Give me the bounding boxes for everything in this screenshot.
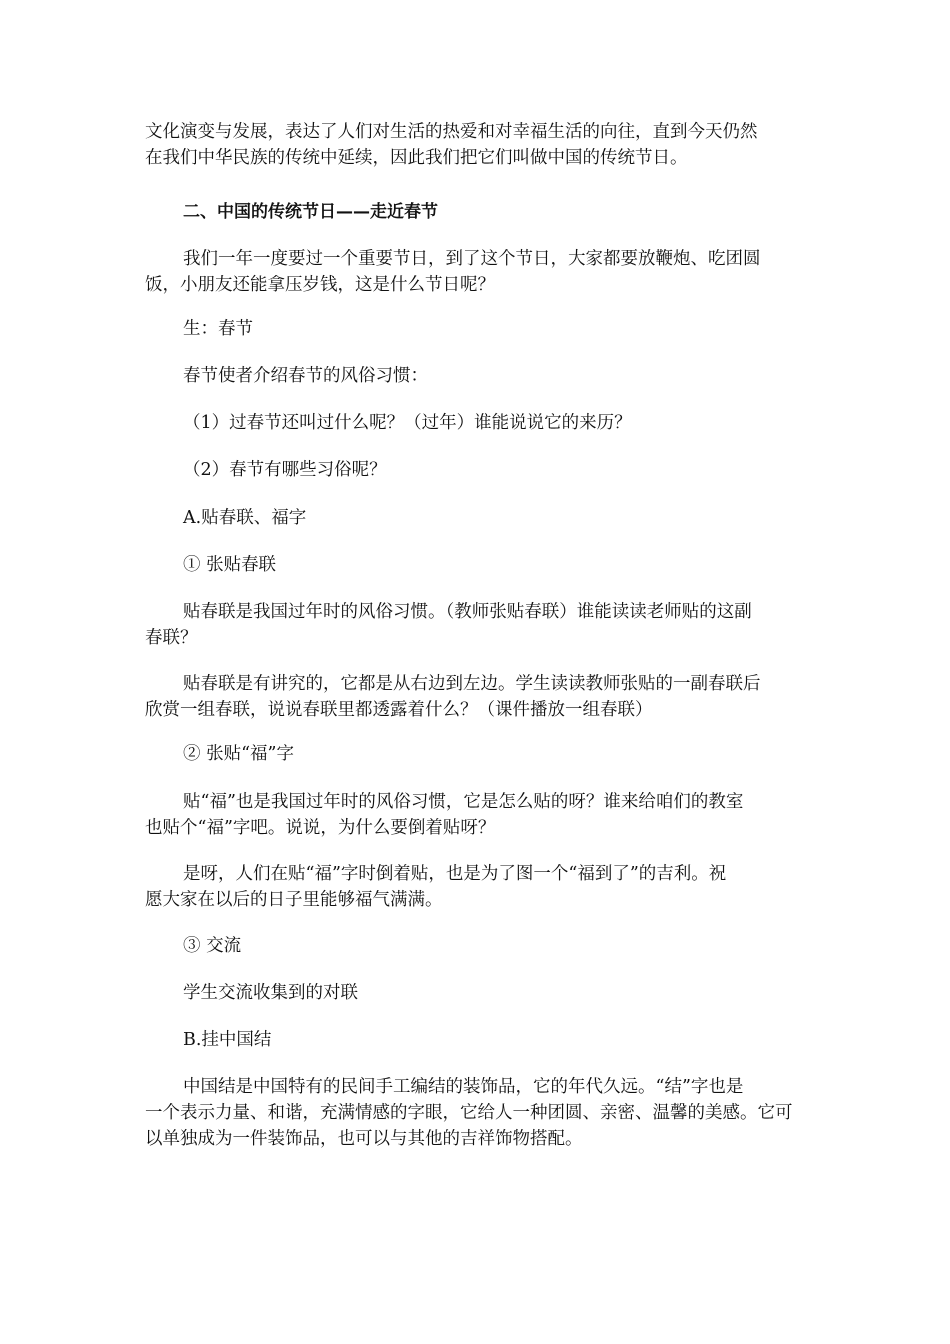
paragraph-couplets-2 [145, 671, 810, 723]
paragraph-question-1 [183, 410, 810, 436]
paragraph-continuation [145, 119, 810, 171]
paragraph-student-answer [183, 316, 810, 342]
text-line: ① 张贴春联 [183, 555, 277, 575]
text-line: 在我们中华民族的传统中延续，因此我们把它们叫做中国的传统节日。 [145, 148, 688, 168]
paragraph-question-2 [183, 457, 810, 483]
text-line: A.贴春联、福字 [183, 508, 307, 528]
text-line: 贴春联是有讲究的，它都是从右边到左边。学生读读教师张贴的一副春联后 [183, 674, 761, 694]
text-line: 以单独成为一件装饰品，也可以与其他的吉祥饰物搭配。 [145, 1129, 583, 1149]
text-line: 饭，小朋友还能拿压岁钱，这是什么节日呢？ [145, 275, 495, 295]
text-line: （2）春节有哪些习俗呢？ [183, 460, 387, 480]
text-line: 春节使者介绍春节的风俗习惯： [183, 366, 428, 386]
text-line: 我们一年一度要过一个重要节日，到了这个节日，大家都要放鞭炮、吃团圆 [183, 249, 761, 269]
paragraph-fu-2 [145, 861, 810, 913]
paragraph-fu-1 [145, 789, 810, 841]
text-line: ③ 交流 [183, 936, 242, 956]
text-line: 学生交流收集到的对联 [183, 983, 358, 1003]
text-line: 生：春节 [183, 319, 253, 339]
text-line: （1）过春节还叫过什么呢？（过年）谁能说说它的来历？ [183, 413, 632, 433]
text-line: 贴“福”也是我国过年时的风俗习惯，它是怎么贴的呀？谁来给咱们的教室 [183, 792, 744, 812]
paragraph-exchange [183, 980, 810, 1006]
paragraph-customs-intro [183, 363, 810, 389]
paragraph-subitem-3 [183, 933, 810, 959]
text-line: ② 张贴“福”字 [183, 744, 294, 764]
paragraph-subitem-2 [183, 741, 810, 767]
text-line: B.挂中国结 [183, 1030, 272, 1050]
paragraph-item-b [183, 1027, 810, 1053]
heading-text: 二、中国的传统节日——走近春节 [183, 202, 438, 222]
section-heading [183, 199, 810, 225]
text-line: 贴春联是我国过年时的风俗习惯。（教师张贴春联）谁能读读老师贴的这副 [183, 602, 752, 622]
text-line: 一个表示力量、和谐，充满情感的字眼，它给人一种团圆、亲密、温馨的美感。它可 [145, 1103, 793, 1123]
paragraph-subitem-1 [183, 552, 810, 578]
paragraph-intro-question [145, 246, 810, 298]
text-line: 是呀，人们在贴“福”字时倒着贴，也是为了图一个“福到了”的吉利。祝 [183, 864, 727, 884]
paragraph-couplets-1 [145, 599, 810, 651]
text-line: 欣赏一组春联，说说春联里都透露着什么？（课件播放一组春联） [145, 700, 653, 720]
text-line: 中国结是中国特有的民间手工编结的装饰品，它的年代久远。“结”字也是 [183, 1077, 744, 1097]
text-line: 也贴个“福”字吧。说说，为什么要倒着贴呀？ [145, 818, 496, 838]
text-line: 春联？ [145, 628, 198, 648]
paragraph-chinese-knot [145, 1074, 810, 1152]
paragraph-item-a [183, 505, 810, 531]
text-line: 文化演变与发展，表达了人们对生活的热爱和对幸福生活的向往，直到今天仍然 [145, 122, 758, 142]
text-line: 愿大家在以后的日子里能够福气满满。 [145, 890, 443, 910]
